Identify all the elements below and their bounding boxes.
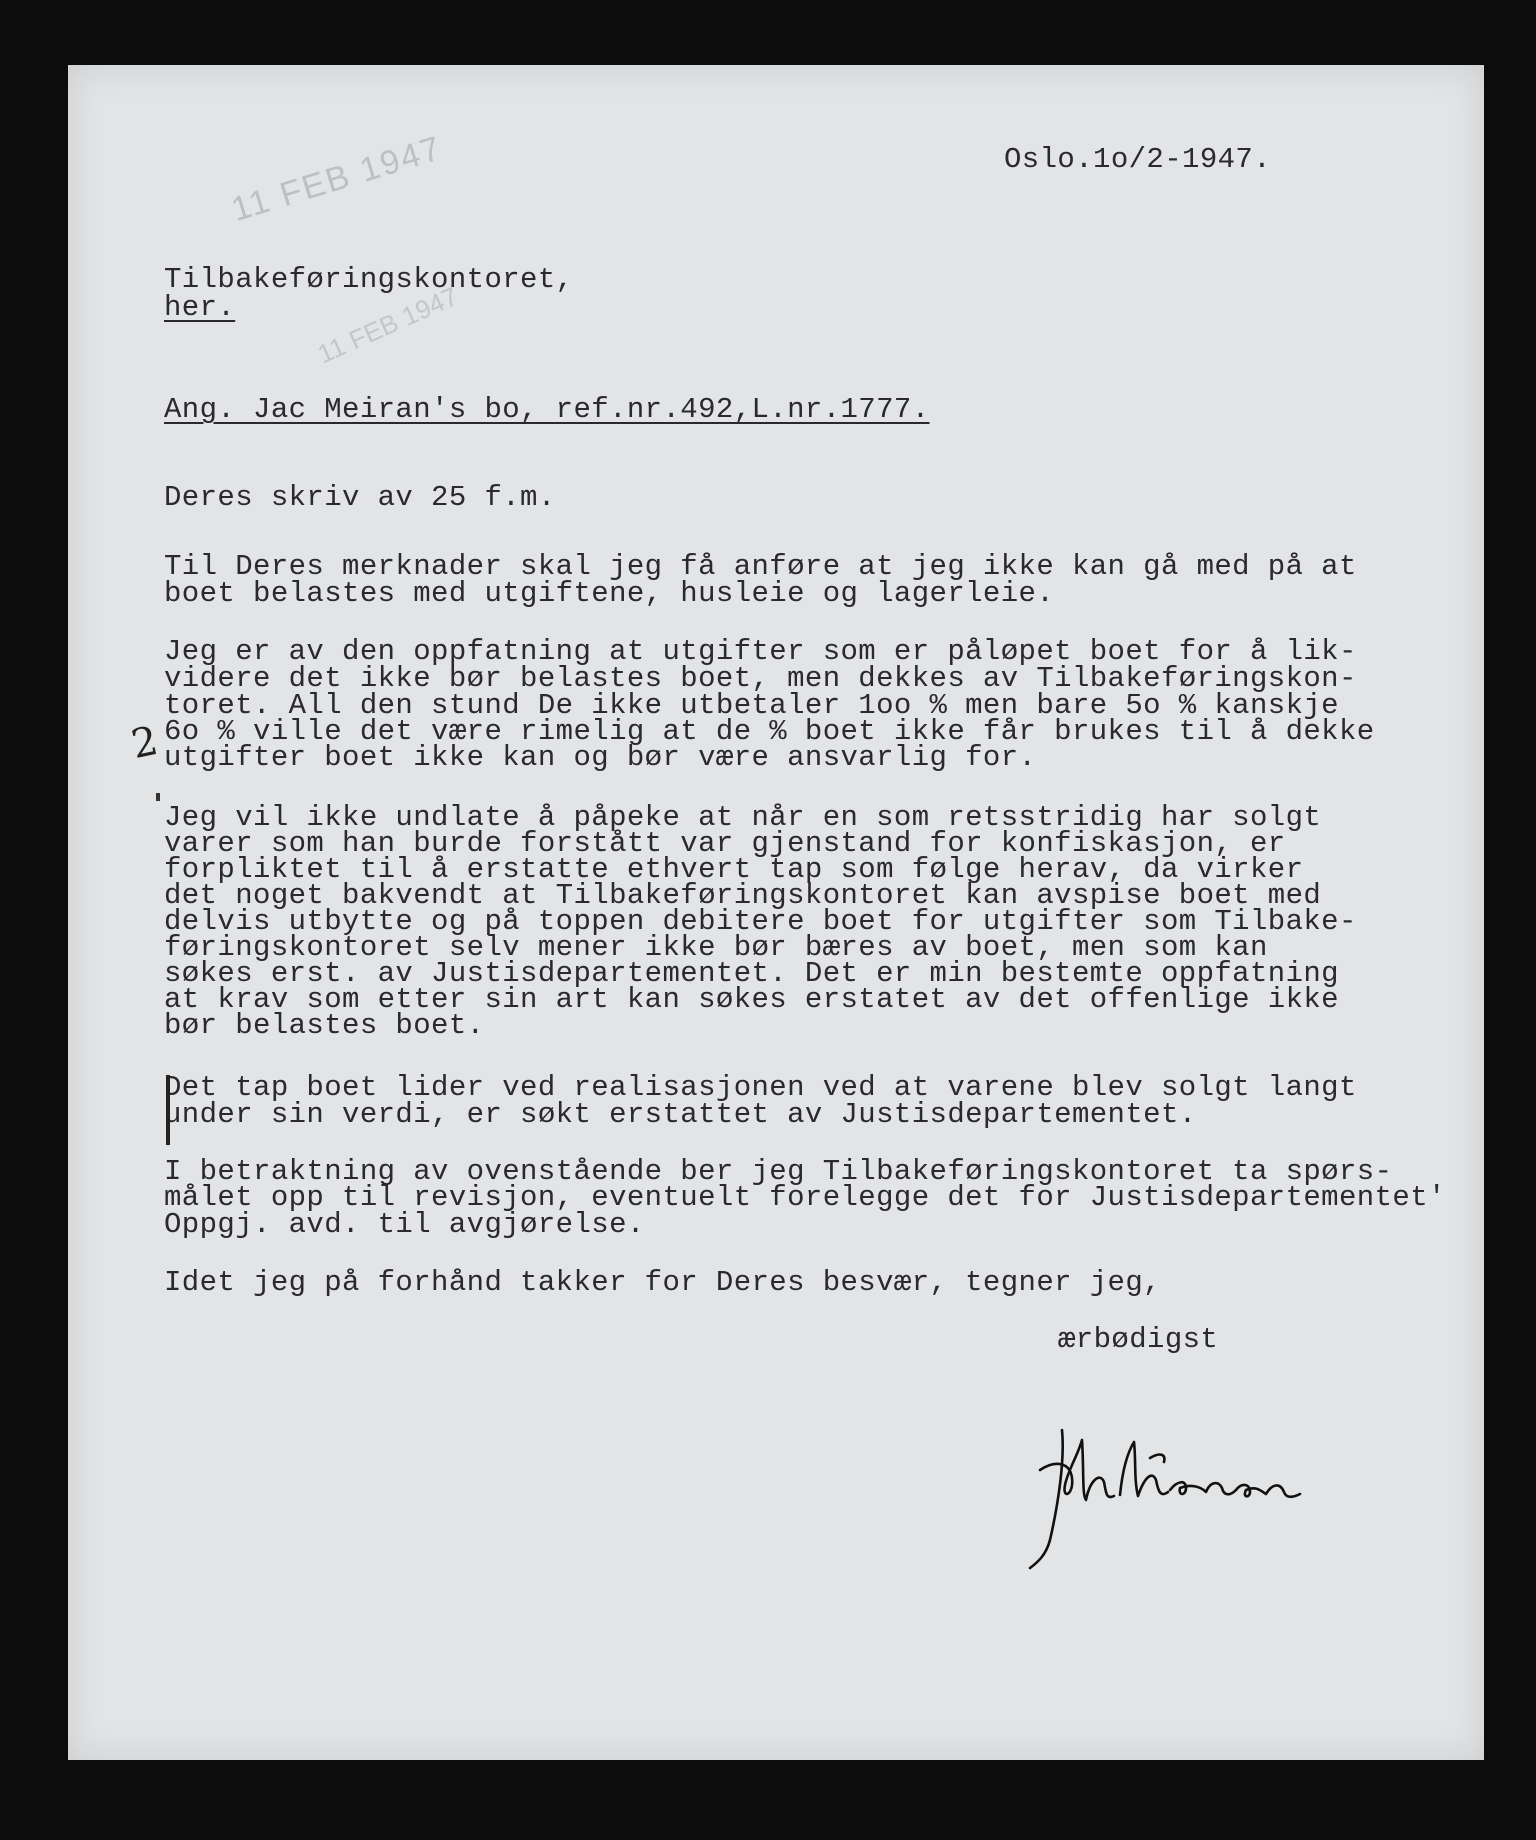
recipient-line-1: Tilbakeføringskontoret,: [164, 263, 574, 296]
paragraph-3-line-7: søkes erst. av Justisdepartementet. Det er min bestemte oppfatning: [164, 957, 1339, 990]
paragraph-4-line-2: under sin verdi, er søkt erstattet av Justisdepartementet.: [164, 1098, 1197, 1131]
margin-bracket: [166, 1075, 176, 1145]
paragraph-3-line-1: Jeg vil ikke undlate å påpeke at når en som retsstridig har solgt: [164, 801, 1322, 834]
valediction: ærbødigst: [1058, 1323, 1219, 1356]
paragraph-2-line-3: toret. All den stund De ikke utbetaler 1oo % men bare 5o % kanskje: [164, 689, 1339, 722]
paragraph-1-line-1: Til Deres merknader skal jeg få anføre at jeg ikke kan gå med på at: [164, 550, 1357, 583]
paragraph-5-line-1: I betraktning av ovenstående ber jeg Tilbakeføringskontoret ta spørs-: [164, 1155, 1393, 1188]
closing-line: Idet jeg på forhånd takker for Deres besvær, tegner jeg,: [164, 1266, 1161, 1299]
paragraph-2-line-2: videre det ikke bør belastes boet, men dekkes av Tilbakeføringskon-: [164, 662, 1357, 695]
paragraph-1-line-2: boet belastes med utgiftene, husleie og lagerleie.: [164, 577, 1055, 610]
paragraph-3-line-8: at krav som etter sin art kan søkes erstatet av det offenlige ikke: [164, 983, 1339, 1016]
paragraph-4-line-1: Det tap boet lider ved realisasjonen ved at varene blev solgt langt: [164, 1071, 1357, 1104]
subject-line: Ang. Jac Meiran's bo, ref.nr.492,L.nr.1777.: [164, 393, 930, 426]
paragraph-5-line-2: målet opp til revisjon, eventuelt forelegge det for Justisdepartementet': [164, 1181, 1446, 1214]
margin-dot: [156, 793, 160, 801]
paragraph-2-line-5: utgifter boet ikke kan og bør være ansvarlig for.: [164, 741, 1037, 774]
signature: [1010, 1400, 1360, 1570]
paragraph-3-line-5: delvis utbytte og på toppen debitere boet for utgifter som Tilbake-: [164, 905, 1357, 938]
received-stamp-faint: 11 FEB 1947: [313, 280, 463, 370]
paragraph-3-line-9: bør belastes boet.: [164, 1009, 485, 1042]
reference-line: Deres skriv av 25 f.m.: [164, 481, 556, 514]
letter-page: [68, 65, 1484, 1760]
paragraph-2-line-4: 6o % ville det være rimelig at de % boet ikke får brukes til å dekke: [164, 715, 1375, 748]
received-stamp: 11 FEB 1947: [227, 128, 447, 230]
paragraph-3-line-2: varer som han burde forstått var gjenstand for konfiskasjon, er: [164, 827, 1286, 860]
margin-annotation: 2: [127, 717, 162, 769]
paragraph-5-line-3: Oppgj. avd. til avgjørelse.: [164, 1208, 645, 1241]
paragraph-3-line-4: det noget bakvendt at Tilbakeføringskontoret kan avspise boet med: [164, 879, 1322, 912]
recipient-line-2: her.: [164, 291, 236, 324]
paragraph-3-line-6: føringskontoret selv mener ikke bør bæres av boet, men som kan: [164, 931, 1268, 964]
paragraph-3-line-3: forpliktet til å erstatte ethvert tap som følge herav, da virker: [164, 853, 1304, 886]
date-line: Oslo.1o/2-1947.: [1004, 143, 1272, 176]
paragraph-2-line-1: Jeg er av den oppfatning at utgifter som er påløpet boet for å lik-: [164, 635, 1357, 668]
